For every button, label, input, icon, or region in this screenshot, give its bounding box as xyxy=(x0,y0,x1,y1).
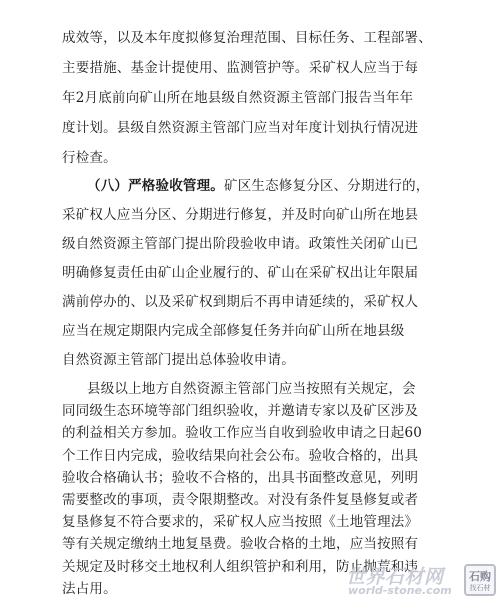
document-page xyxy=(62,8,442,597)
text-line: 自然资源主管部门提出总体验收申请。 xyxy=(62,352,295,368)
text-line xyxy=(87,176,442,196)
text-line: 年2月底前向矿山所在地县级自然资源主管部门报告当年年 xyxy=(62,90,414,106)
text-line: 主要措施、基金计提使用、监测管护等。采矿权人应当于每 xyxy=(62,60,419,76)
badge-bottom-text: 找石材 xyxy=(469,584,491,592)
text-line: 成效等，以及本年度拟修复治理范围、目标任务、工程部署、 xyxy=(62,30,432,46)
text-line: 级自然资源主管部门提出阶段验收申请。政策性关闭矿山已 xyxy=(62,236,419,252)
text-line: 验收合格确认书；验收不合格的，出具书面整改意见，列明 xyxy=(62,469,419,486)
text-line: 应当在规定期限内完成全部修复任务并向矿山所在地县级 xyxy=(62,323,405,339)
text-line: 复垦修复不符合要求的，采矿权人应当按照《土地管理法》 xyxy=(62,514,419,531)
text-line: 行检查。 xyxy=(62,150,117,166)
text-line: 同同级生态环境等部门组织验收，并邀请专家以及矿区涉及 xyxy=(62,403,419,420)
text-line: 需要整改的事项，责令限期整改。对没有条件复垦修复或者 xyxy=(62,492,419,508)
watermark-url: world-stone.com xyxy=(348,584,452,597)
text-line: 采矿权人应当分区、分期进行修复，并及时向矿山所在地县 xyxy=(62,207,419,223)
text-line: 满前停办的、以及采矿权到期后不再申请延续的，采矿权人 xyxy=(62,294,419,310)
watermark-logo-badge xyxy=(464,564,496,596)
text-line: 法占用。 xyxy=(62,580,117,597)
text-line: 关规定及时移交土地权利人组织管护和利用，防止抛荒和违 xyxy=(62,558,419,575)
text-line: 个工作日内完成，验收结果向社会公布。验收合格的，出具 xyxy=(62,447,419,464)
section-heading: （八）严格验收管理。 xyxy=(87,178,224,194)
text-line: 等有关规定缴纳土地复垦费。验收合格的土地，应当按照有 xyxy=(62,536,419,553)
text-line: 明确修复责任由矿山企业履行的、矿山在采矿权出让年限届 xyxy=(62,265,419,281)
text-run: 矿区生态修复分区、分期进行的， xyxy=(224,178,430,194)
text-line: 度计划。县级自然资源主管部门应当对年度计划执行情况进 xyxy=(62,120,419,136)
text-line: 的利益相关方参加。验收工作应当自收到验收申请之日起60 xyxy=(62,425,423,442)
badge-top-text: 石购 xyxy=(469,570,491,583)
watermark-site-name: 世界石材网 xyxy=(346,566,444,588)
text-line: 县级以上地方自然资源主管部门应当按照有关规定，会 xyxy=(87,381,416,397)
